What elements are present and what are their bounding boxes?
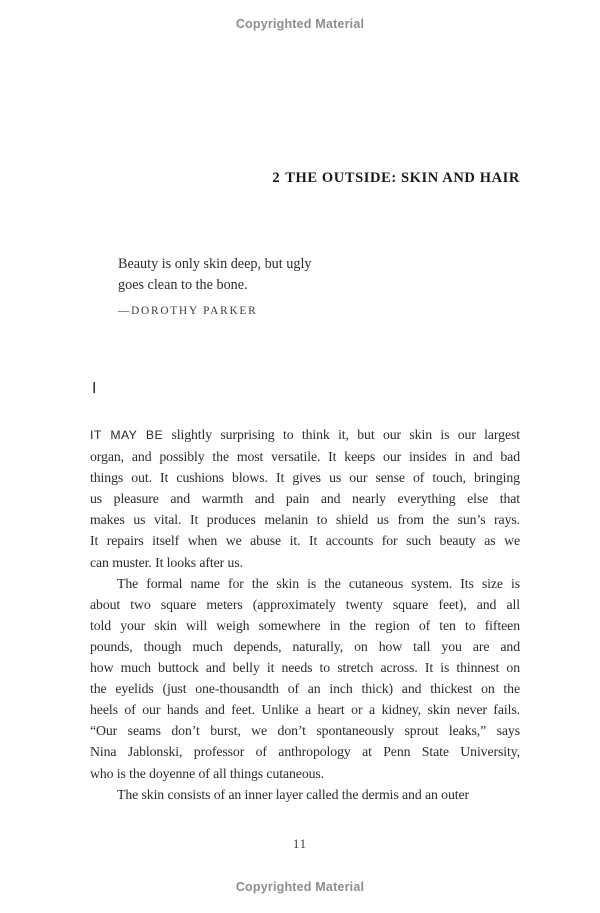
body-text-line: organ, and possibly the most versatile. It keeps our insides in and bad: [90, 449, 520, 465]
body-text-line: makes us vital. It produces melanin to shield us from the sun’s rays.: [90, 512, 520, 528]
body-text-line: pounds, though much depends, naturally, on how tall you are and: [90, 638, 520, 654]
paragraph-lead-in: IT MAY BE: [90, 428, 164, 442]
epigraph-line: Beauty is only skin deep, but ugly: [118, 256, 312, 272]
body-text-line: about two square meters (approximately twenty square feet), and all: [90, 596, 520, 612]
body-text-line: the eyelids (just one-thousandth of an inch thick) and thickest on the: [90, 681, 520, 697]
body-text-line: things out. It cushions blows. It gives us our sense of touch, bringing: [90, 470, 520, 486]
body-text: [90, 424, 520, 805]
body-text-line: “Our seams don’t burst, we don’t spontaneously sprout leaks,” says: [90, 723, 520, 739]
copyright-watermark-bottom: Copyrighted Material: [235, 880, 365, 894]
body-text-line: can muster. It looks after us.: [90, 554, 243, 570]
body-text-line: us pleasure and warmth and pain and nearly everything else that: [90, 491, 520, 507]
body-text-line: The skin consists of an inner layer called the dermis and an outer: [117, 786, 470, 802]
body-text-line: IT MAY BE slightly surprising to think it, but our skin is our largest: [90, 427, 521, 442]
chapter-heading: [90, 170, 520, 187]
epigraph: [118, 254, 418, 317]
body-text-line: told your skin will weigh somewhere in the region of ten to fifteen: [90, 617, 520, 633]
body-text-line: heels of our hands and feet. Unlike a heart or a kidney, skin never fails.: [90, 702, 520, 718]
body-text-line: who is the doyenne of all things cutaneous.: [90, 765, 325, 781]
section-number: I: [92, 380, 97, 397]
chapter-number: 2: [272, 170, 281, 186]
copyright-watermark-top: Copyrighted Material: [235, 17, 365, 31]
body-text-line: The formal name for the skin is the cutaneous system. Its size is: [117, 575, 520, 591]
body-text-line: It repairs itself when we abuse it. It accounts for such beauty as we: [90, 533, 520, 549]
body-text-line: Nina Jablonski, professor of anthropology at Penn State University,: [90, 744, 520, 760]
epigraph-line: goes clean to the bone.: [118, 276, 248, 293]
chapter-title: THE OUTSIDE: SKIN AND HAIR: [285, 170, 520, 186]
body-text-line: how much buttock and belly it needs to stretch across. It is thinnest on: [90, 660, 520, 676]
page-number: 11: [292, 837, 308, 851]
epigraph-attribution: —DOROTHY PARKER: [118, 305, 258, 317]
